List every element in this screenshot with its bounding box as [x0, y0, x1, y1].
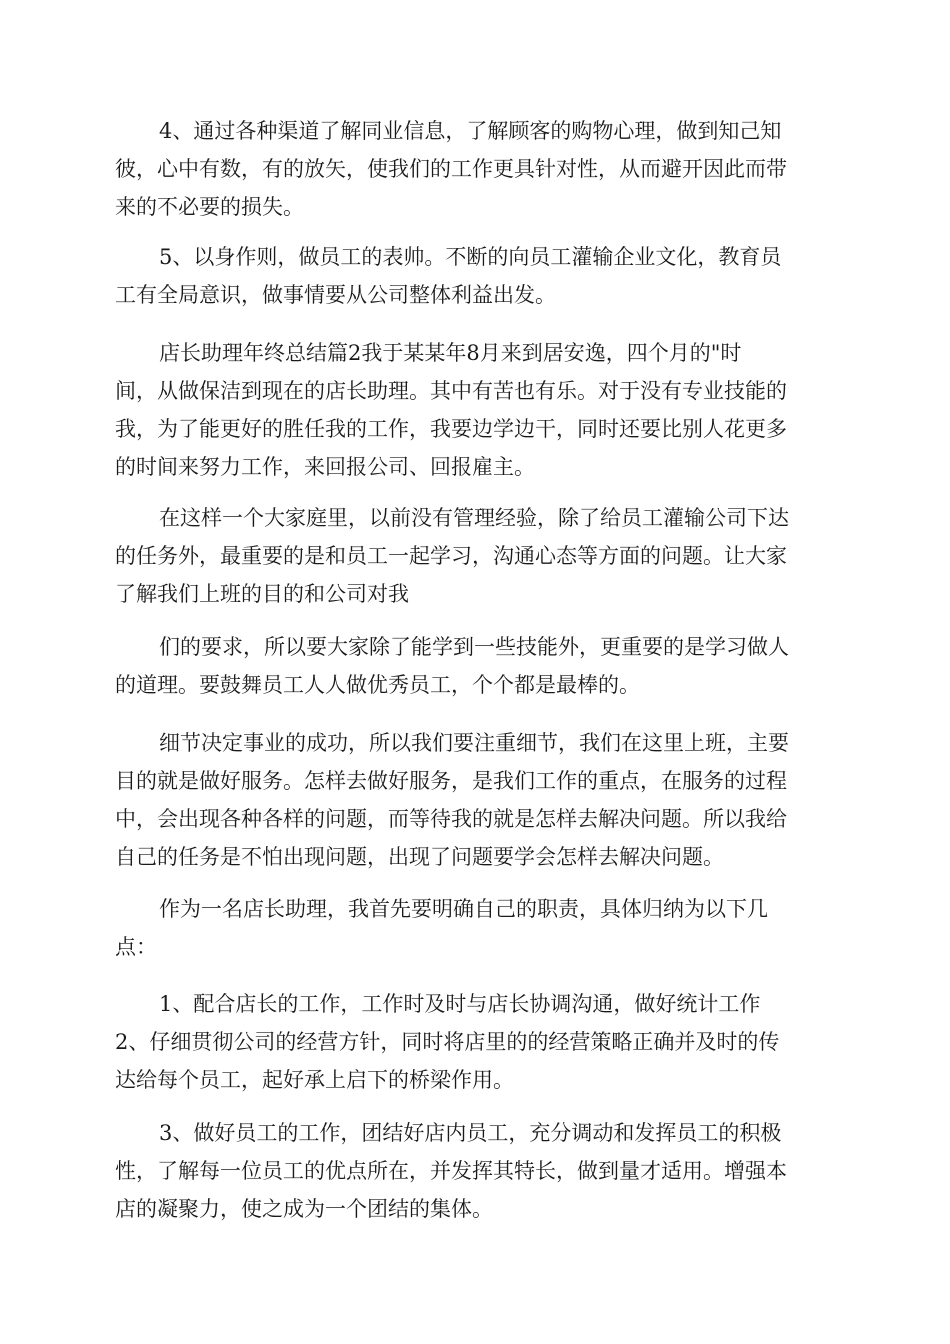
paragraph-duty-3: [115, 1114, 845, 1228]
text-line: 自己的任务是不怕出现问题，出现了问题要学会怎样去解决问题。: [115, 845, 724, 869]
text-line: 店的凝聚力，使之成为一个团结的集体。: [115, 1197, 493, 1221]
text-line: 来的不必要的损失。: [115, 195, 304, 219]
text-line: 在这样一个大家庭里，以前没有管理经验，除了给员工灌输公司下达: [159, 506, 789, 530]
text-line: 目的就是做好服务。怎样去做好服务，是我们工作的重点，在服务的过程: [115, 769, 787, 793]
text-line: 性，了解每一位员工的优点所在，并发挥其特长，做到量才适用。增强本: [115, 1159, 787, 1183]
text-line: 的时间来努力工作，来回报公司、回报雇主。: [115, 455, 535, 479]
text-line: 中，会出现各种各样的问题，而等待我的就是怎样去解决问题。所以我给: [115, 807, 787, 831]
paragraph-responsibilities: [115, 890, 845, 966]
text-line: 工有全局意识，做事情要从公司整体利益出发。: [115, 283, 556, 307]
text-line: 4、通过各种渠道了解同业信息，了解顾客的购物心理，做到知己知: [159, 119, 782, 143]
text-line: 5、以身作则，做员工的表帅。不断的向员工灌输企业文化，教育员: [159, 245, 782, 269]
text-line: 了解我们上班的目的和公司对我: [115, 582, 409, 606]
text-line: 彼，心中有数，有的放矢，使我们的工作更具针对性，从而避开因此而带: [115, 157, 787, 181]
text-line: 作为一名店长助理，我首先要明确自己的职责，具体归纳为以下几: [159, 897, 768, 921]
text-line: 的任务外，最重要的是和员工一起学习，沟通心态等方面的问题。让大家: [115, 544, 787, 568]
paragraph-duties-1-2: [115, 985, 845, 1099]
paragraph-big-family: [115, 499, 845, 613]
paragraph-year-end-summary: [115, 334, 845, 486]
text-line: 3、做好员工的工作，团结好店内员工，充分调动和发挥员工的积极: [159, 1121, 782, 1145]
paragraph-lead-by-example: [115, 238, 845, 314]
paragraph-details-matter: [115, 724, 845, 876]
paragraph-requirements: [115, 628, 845, 704]
text-line: 2、仔细贯彻公司的经营方针，同时将店里的的经营策略正确并及时的传: [115, 1030, 780, 1054]
text-line: 间，从做保洁到现在的店长助理。其中有苦也有乐。对于没有专业技能的: [115, 379, 787, 403]
text-line: 达给每个员工，起好承上启下的桥梁作用。: [115, 1068, 514, 1092]
text-line: 细节决定事业的成功，所以我们要注重细节，我们在这里上班，主要: [159, 731, 789, 755]
text-line: 点：: [115, 935, 157, 959]
text-line: 的道理。要鼓舞员工人人做优秀员工，个个都是最棒的。: [115, 673, 640, 697]
text-line: 1、配合店长的工作，工作时及时与店长协调沟通，做好统计工作: [159, 992, 761, 1016]
text-line: 我，为了能更好的胜任我的工作，我要边学边干，同时还要比别人花更多: [115, 417, 787, 441]
text-line: 店长助理年终总结篇2我于某某年8月来到居安逸，四个月的"时: [159, 341, 742, 365]
text-line: 们的要求，所以要大家除了能学到一些技能外，更重要的是学习做人: [159, 635, 789, 659]
paragraph-sales-insight: [115, 112, 845, 226]
